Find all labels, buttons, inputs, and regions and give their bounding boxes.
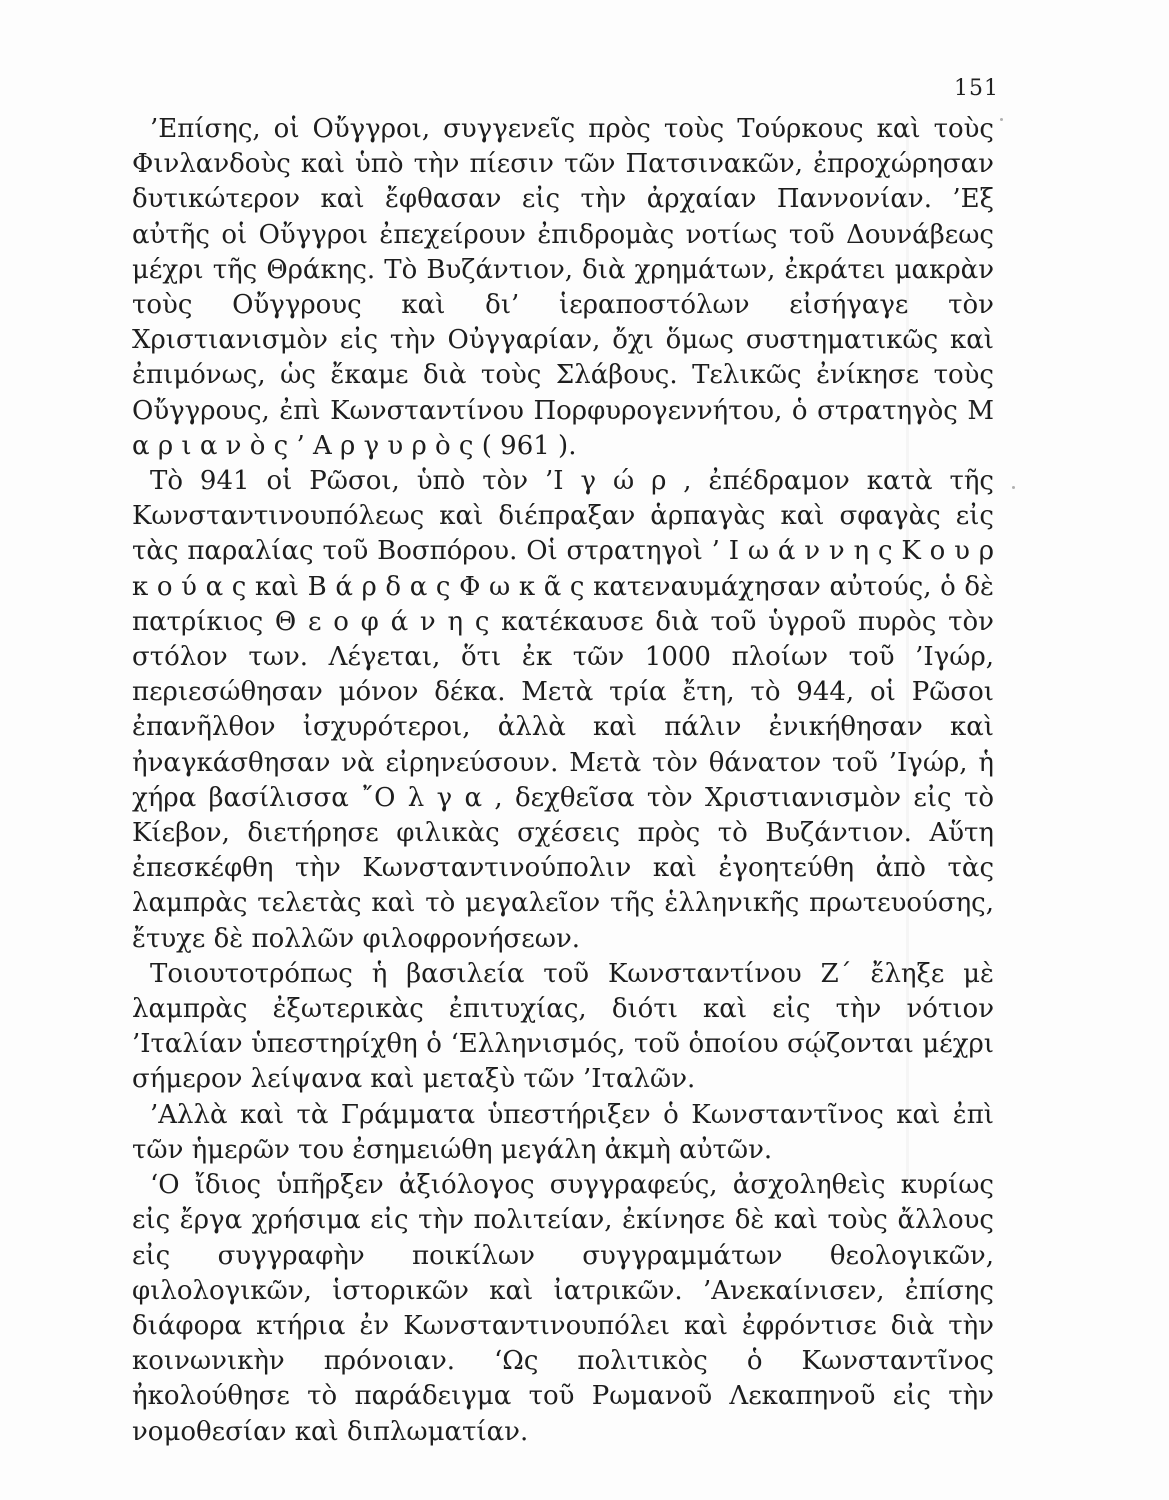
paragraph-hungarians: ’Επίσης, οἱ Οὔγγροι, συγγενεῖς πρὸς τοὺς Τούρκους καὶ τοὺς Φινλανδοὺς καὶ ὑπὸ τὴν πίεσιν τῶν Πατσινακῶν, ἐπροχώρησαν δυτικώτερον καὶ ἔφθασαν εἰς τὴν ἀρχαίαν Παννονίαν. ’Εξ αὐτῆς οἱ Οὔγγροι ἐπεχείρουν ἐπιδρομὰς νοτίως τοῦ Δουνάβεως μέχρι τῆς Θράκης. Τὸ Βυζάντιον, διὰ χρημάτων, ἐκράτει μακρὰν τοὺς Οὔγγρους καὶ δι’ ἱεραποστόλων εἰσήγαγε τὸν Χριστιανισμὸν εἰς τὴν Οὐγγαρίαν, ὄχι ὅμως συστηματικῶς καὶ ἐπιμόνως, ὡς ἔκαμε διὰ τοὺς Σλάβους. Τελικῶς ἐνίκησε τοὺς Οὔγγρους, ἐπὶ Κωνσταντίνου Πορφυρογεννήτου, ὁ στρατηγὸς Μ α ρ ι α ν ὸ ς ’ Α ρ γ υ ρ ὸ ς ( 961 ). xyxy=(132,114,994,461)
paragraph-letters: ’Αλλὰ καὶ τὰ Γράμματα ὑπεστήριξεν ὁ Κωνσταντῖνος καὶ ἐπὶ τῶν ἡμερῶν του ἐσημειώθη μεγάλη ἀκμὴ αὐτῶν. xyxy=(132,1099,994,1165)
ink-speck xyxy=(1012,486,1015,489)
ink-speck xyxy=(1000,118,1003,121)
page-number: 151 xyxy=(954,76,999,101)
paragraph-reign-summary: Τοιουτοτρόπως ἡ βασιλεία τοῦ Κωνσταντίνου Ζ΄ ἔληξε μὲ λαμπρὰς ἐξωτερικὰς ἐπιτυχίας, διότι καὶ εἰς τὴν νότιον ’Ιταλίαν ὑπεστηρίχθη ὁ ‘Ελληνισμός, τοῦ ὁποίου σῴζονται μέχρι σήμερον λείψανα καὶ μεταξὺ τῶν ’Ιταλῶν. xyxy=(132,958,994,1095)
paragraph-russians: Τὸ 941 οἱ Ρῶσοι, ὑπὸ τὸν ’Ι γ ώ ρ , ἐπέδραμον κατὰ τῆς Κωνσταντινουπόλεως καὶ διέπραξαν ἁρπαγὰς καὶ σφαγὰς εἰς τὰς παραλίας τοῦ Βοσπόρου. Οἱ στρατηγοὶ ’ Ι ω ά ν ν η ς Κ ο υ ρ κ ο ύ α ς καὶ Β ά ρ δ α ς Φ ω κ ᾶ ς κατεναυμάχησαν αὐτούς, ὁ δὲ πατρίκιος Θ ε ο φ ά ν η ς κατέκαυσε διὰ τοῦ ὑγροῦ πυρὸς τὸν στόλον των. Λέγεται, ὅτι ἐκ τῶν 1000 πλοίων τοῦ ’Ιγώρ, περιεσώθησαν μόνον δέκα. Μετὰ τρία ἔτη, τὸ 944, οἱ Ρῶσοι ἐπανῆλθον ἰσχυρότεροι, ἀλλὰ καὶ πάλιν ἐνικήθησαν καὶ ἠναγκάσθησαν νὰ εἰρηνεύσουν. Μετὰ τὸν θάνατον τοῦ ’Ιγώρ, ἡ χήρα βασίλισσα ῎Ο λ γ α , δεχθεῖσα τὸν Χριστιανισμὸν εἰς τὸ Κίεβον, διετήρησε φιλικὰς σχέσεις πρὸς τὸ Βυζάντιον. Αὕτη ἐπεσκέφθη τὴν Κωνσταντινούπολιν καὶ ἐγοητεύθη ἀπὸ τὰς λαμπρὰς τελετὰς καὶ τὸ μεγαλεῖον τῆς ἑλληνικῆς πρωτευούσης, ἔτυχε δὲ πολλῶν φιλοφρονήσεων. xyxy=(132,466,994,954)
paragraph-author: ‘Ο ἴδιος ὑπῆρξεν ἀξιόλογος συγγραφεύς, ἀσχοληθεὶς κυρίως εἰς ἔργα χρήσιμα εἰς τὴν πολιτείαν, ἐκίνησε δὲ καὶ τοὺς ἄλλους εἰς συγγραφὴν ποικίλων συγγραμμάτων θεολογικῶν, φιλολογικῶν, ἱστορικῶν καὶ ἰατρικῶν. ’Ανεκαίνισεν, ἐπίσης διάφορα κτήρια ἐν Κωνσταντινουπόλει καὶ ἐφρόντισε διὰ τὴν κοινωνικὴν πρόνοιαν. ‘Ως πολιτικὸς ὁ Κωνσταντῖνος ἠκολούθησε τὸ παράδειγμα τοῦ Ρωμανοῦ Λεκαπηνοῦ εἰς τὴν νομοθεσίαν καὶ διπλωματίαν. xyxy=(132,1170,994,1447)
body-text xyxy=(132,112,994,1450)
